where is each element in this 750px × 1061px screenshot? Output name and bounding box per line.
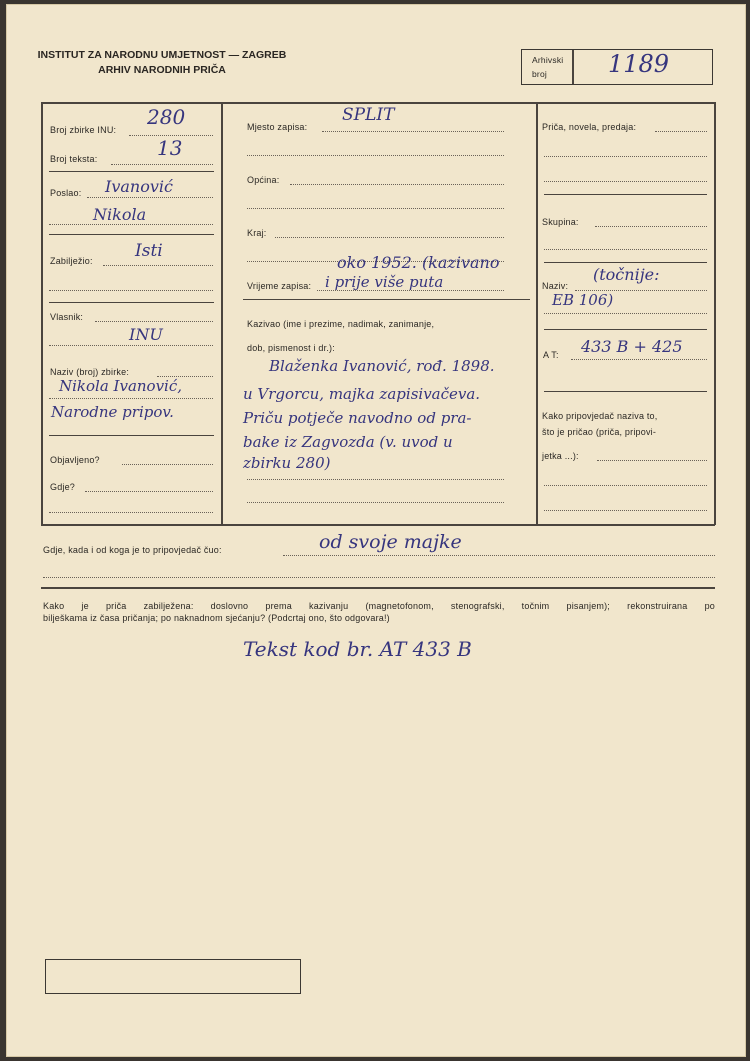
municipality-label: Općina: [247,175,280,185]
collection-name-label: Naziv (broj) zbirke: [50,367,130,377]
owner-dots [95,321,213,322]
owner-value: INU [129,325,163,344]
teller-name-dots-2 [544,485,707,486]
teller-name-label-2: što je pričao (priča, pripovi- [542,427,657,437]
archive-number-box [521,49,713,85]
recorded-by-label: Zabilježio: [50,256,93,266]
table-right-border [714,102,716,525]
municipality-dots [290,184,504,185]
region-label: Kraj: [247,228,267,238]
table-top-border [41,102,715,104]
name-label: Naziv: [542,281,569,291]
archive-number-divider [572,50,574,84]
collection-number-label: Broj zbirke INU: [50,125,117,135]
left-rule-3 [49,302,214,303]
institute-name: INSTITUT ZA NARODNU UMJETNOST — ZAGREB [37,49,287,61]
time-value-1: oko 1952. (kazivano [337,253,500,272]
archive-number-label-2: broj [532,69,547,79]
heard-value: od svoje majke [319,531,462,553]
teller-label-2: dob, pismenost i dr.): [247,343,335,353]
text-number-dots [111,164,213,165]
name-value-2: EB 106) [552,291,614,309]
sent-by-dots [87,197,213,198]
at-value: 433 B + 425 [581,337,683,356]
bottom-rule [41,587,715,589]
table-left-border [41,102,43,525]
name-value-1: (točnije: [593,265,660,284]
archive-card [6,4,746,1057]
time-label: Vrijeme zapisa: [247,281,312,291]
right-rule-4 [544,391,707,392]
sent-by-value-1: Ivanović [105,177,173,196]
table-divider-1 [221,102,223,525]
at-dots [571,359,707,360]
collection-name-dots-2 [49,398,213,399]
teller-label-1: Kazivao (ime i prezime, nadimak, zanimanje, [247,319,435,329]
recorded-by-dots-2 [49,290,213,291]
how-recorded-line-1: Kako je priča zabilježena: doslovno prema kazivanju (magnetofonom, stenografski, točnim pisanjem); rekonstruirana po [43,601,715,611]
text-number-value: 13 [157,136,183,160]
heard-dots-2 [43,577,715,578]
owner-dots-2 [49,345,213,346]
how-recorded-line-2: bilješkama iz časa pričanja; po naknadnom sjećanju? (Podcrtaj ono, što odgovara!) [43,613,390,623]
municipality-dots-2 [247,208,504,209]
where-label: Gdje? [50,482,76,492]
teller-value-5: zbirku 280) [243,454,331,472]
published-dots [122,464,213,465]
group-dots [595,226,707,227]
collection-number-value: 280 [147,105,186,129]
teller-value-3: Priču potječe navodno od pra- [243,409,472,427]
archive-name: ARHIV NARODNIH PRIČA [98,64,226,76]
right-rule-1 [544,194,707,195]
genre-dots-3 [544,181,707,182]
owner-label: Vlasnik: [50,312,84,322]
genre-label: Priča, novela, predaja: [542,122,637,132]
heard-label: Gdje, kada i od koga je to pripovjedač čuo: [43,545,222,555]
teller-value-1: Blaženka Ivanović, rođ. 1898. [269,357,495,375]
table-divider-2 [536,102,538,525]
teller-name-dots-3 [544,510,707,511]
left-rule-2 [49,234,214,235]
right-rule-2 [544,262,707,263]
place-label: Mjesto zapisa: [247,122,308,132]
place-dots [322,131,504,132]
at-label: A T: [543,350,559,360]
teller-value-4: bake iz Zagvozda (v. uvod u [243,433,453,451]
sent-by-dots-2 [49,224,213,225]
recorded-by-dots [103,265,213,266]
table-bottom-border [41,524,715,526]
heard-dots [283,555,715,556]
collection-name-value-2: Narodne pripov. [51,403,174,421]
right-rule-3 [544,329,707,330]
text-number-label: Broj teksta: [50,154,98,164]
sent-by-value-2: Nikola [93,205,147,224]
name-dots-2 [544,313,707,314]
published-label: Objavljeno? [50,455,100,465]
place-dots-2 [247,155,504,156]
archive-number-label-1: Arhivski [532,55,564,65]
teller-name-label-1: Kako pripovjedač naziva to, [542,411,658,421]
teller-name-label-3: jetka ...): [542,451,579,461]
left-rule-4 [49,435,214,436]
group-label: Skupina: [542,217,579,227]
group-dots-2 [544,249,707,250]
header-title [27,48,297,78]
archive-number-value: 1189 [608,50,670,78]
teller-dots-6 [247,479,504,480]
place-value: SPLIT [342,105,395,125]
left-rule-1 [49,171,214,172]
bottom-empty-box [45,959,301,994]
region-dots [275,237,504,238]
collection-name-value-1: Nikola Ivanović, [59,377,183,395]
teller-name-dots [597,460,707,461]
time-value-2: i prije više puta [325,273,444,291]
teller-dots-7 [247,502,504,503]
genre-dots [655,131,707,132]
middle-rule [243,299,530,300]
sent-by-label: Poslao: [50,188,82,198]
teller-value-2: u Vrgorcu, majka zapisivačeva. [243,385,481,403]
where-dots-2 [49,512,213,513]
genre-dots-2 [544,156,707,157]
recorded-by-value: Isti [135,241,163,261]
text-reference-note: Tekst kod br. AT 433 B [243,637,472,661]
where-dots [85,491,213,492]
